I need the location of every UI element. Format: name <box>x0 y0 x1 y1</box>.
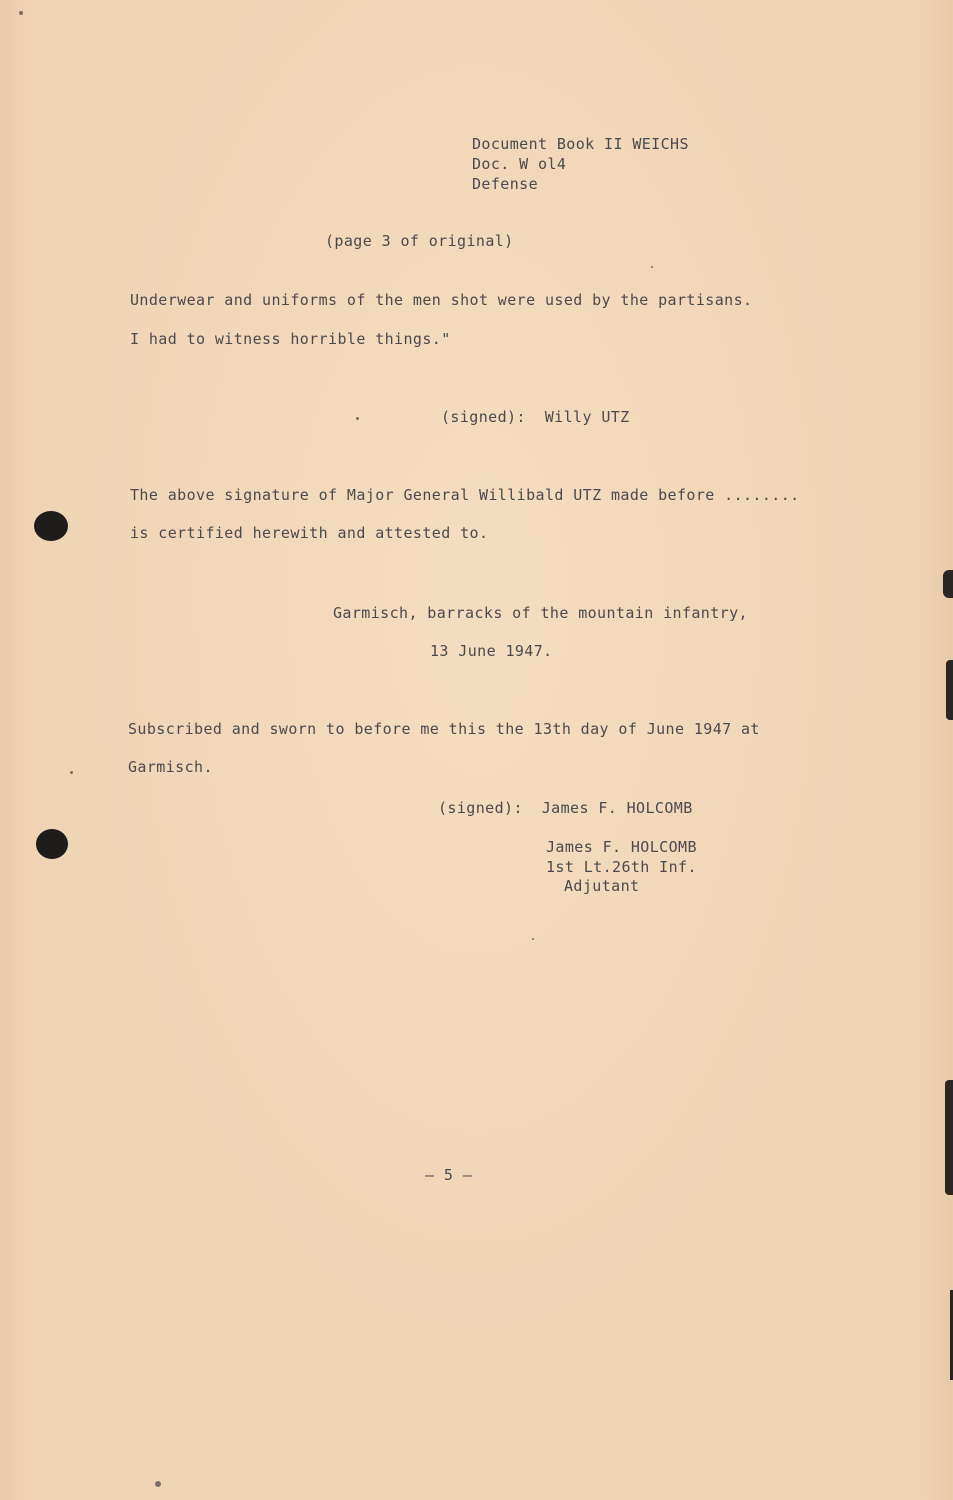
oath-line-1: Subscribed and sworn to before me this the 13th day of June 1947 at <box>128 720 760 738</box>
statement-line-1: Underwear and uniforms of the men shot were used by the partisans. <box>130 291 753 309</box>
officer-rank: 1st Lt.26th Inf. <box>546 858 697 876</box>
officer-title: Adjutant <box>564 877 640 895</box>
oath-line-2: Garmisch. <box>128 758 213 776</box>
page-edge-tear <box>946 660 953 720</box>
paper-speck <box>155 1481 161 1487</box>
holcomb-signature-line: (signed): James F. HOLCOMB <box>438 799 693 817</box>
page-number: – 5 – <box>425 1166 473 1184</box>
page-edge-tear <box>943 570 953 598</box>
certification-line-2: is certified herewith and attested to. <box>130 524 489 542</box>
paper-speck <box>356 417 359 420</box>
certification-line-1: The above signature of Major General Willibald UTZ made before ........ <box>130 486 800 504</box>
utz-signature-line: (signed): Willy UTZ <box>441 408 630 426</box>
page-of-original-note: (page 3 of original) <box>325 232 514 250</box>
document-number: Doc. W ol4 <box>472 155 567 173</box>
date-line: 13 June 1947. <box>430 642 553 660</box>
place-line: Garmisch, barracks of the mountain infantry, <box>333 604 748 622</box>
paper-speck <box>651 266 653 268</box>
officer-name: James F. HOLCOMB <box>546 838 697 856</box>
punch-hole-bottom <box>36 829 68 859</box>
document-party: Defense <box>472 175 539 193</box>
page-edge-tear <box>945 1080 953 1195</box>
document-book-label: Document Book II WEICHS <box>472 135 689 153</box>
punch-hole-top <box>34 511 68 541</box>
paper-speck <box>19 11 23 15</box>
statement-line-2: I had to witness horrible things." <box>130 330 451 348</box>
paper-speck <box>532 938 534 940</box>
paper-speck <box>70 771 73 774</box>
